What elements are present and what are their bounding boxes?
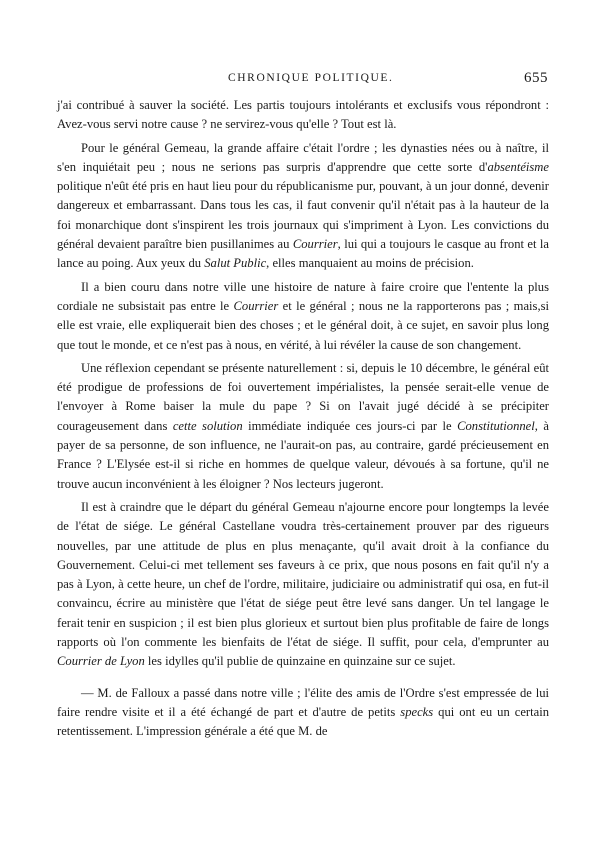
paragraph-reflexion	[57, 359, 549, 494]
newspaper-title: Courrier	[233, 298, 279, 313]
paragraph-general-gemeau	[57, 139, 549, 274]
text-segment: , elles manquaient au moins de précision.	[266, 256, 474, 271]
text-segment: Il a bien couru dans notre ville une histoire de nature à faire croire que l'entente la plus cordiale ne subsistait pas entre le	[57, 279, 549, 313]
paragraph-continuation	[57, 96, 549, 135]
text-segment: Une réflexion cependant se présente naturellement : si, depuis le 10 décembre, le général eût été prodigue de professions de foi ouvertement impérialistes, la pensée serait-elle venue de l'envoyer à Rome baiser la mule du pape ? Si on l'avait jugé décidé à se précipiter courageusement dans	[57, 360, 549, 433]
italic-term: absentéisme	[487, 159, 549, 174]
text-segment: , à payer de sa personne, de son influence, ne l'aurait-on pas, au contraire, gardé précieusement en France ? L'Elysée est-il si riche en hommes de quelque valeur, dévoués à sa fortune, qu'il ne trouve aucun inconvénient à les éloigner ? Nos lecteurs jugeront.	[57, 418, 549, 491]
text-segment: immédiate indiquée ces jours-ci par le	[242, 418, 458, 433]
text-segment: j'ai contribué à sauver la société. Les partis toujours intolérants et exclusifs vous répondront : Avez-vous servi notre cause ? ne servirez-vous qu'elle ? Tout est là.	[57, 98, 549, 132]
italic-phrase: cette solution	[172, 418, 243, 433]
text-segment: , lui qui a toujours le casque au front et la lance au poing. Aux yeux du	[57, 237, 549, 271]
text-segment: politique n'eût été pris en haut lieu pour du républicanisme pur, pouvant, à un jour donné, devenir dangereux et embarrassant. Dans tous les cas, il faut convenir qu'il n'était pas à la hauteur de la foi monarchique dont s'inspirent les trois journaux qui s'impriment à Lyon. Les convictions du général devaient paraître bien pusillanimes au	[57, 179, 549, 252]
text-segment: — M. de Falloux a passé dans notre ville ; l'élite des amis de l'Ordre s'est empressée de lui faire rendre visite et il a été échangé de part et d'autre de petits	[57, 685, 549, 719]
text-segment: qui ont eu un certain retentissement. L'impression générale a été que M. de	[57, 704, 549, 739]
newspaper-title: Constitutionnel	[457, 418, 535, 433]
page-number: 655	[524, 70, 548, 86]
paragraph-falloux	[57, 684, 549, 742]
newspaper-title: Courrier de Lyon	[57, 654, 145, 669]
text-segment: et le général ; nous ne la rapporterons pas ; mais,si elle est vraie, elle expliquerait bien des choses ; et le général doit, à ce sujet, en savoir plus long que tout le monde, et ce n'est pas à nous, en vérité, à lui révéler la cause de son changement.	[57, 298, 549, 352]
running-title: CHRONIQUE POLITIQUE.	[228, 72, 394, 84]
paragraph-histoire	[57, 278, 549, 355]
paragraph-etat-de-siege	[57, 498, 549, 672]
running-header	[0, 72, 600, 92]
newspaper-title: Salut Public	[204, 256, 267, 271]
italic-term: specks	[400, 704, 434, 719]
text-segment: Pour le général Gemeau, la grande affaire c'était l'ordre ; les dynasties nées ou à naître, il s'en inquiétait peu ; nous ne serions pas surpris d'apprendre que cette sorte d'	[57, 140, 549, 174]
body-text	[57, 96, 549, 746]
text-segment: les idylles qu'il publie de quinzaine en quinzaine sur ce sujet.	[144, 654, 456, 669]
text-segment: Il est à craindre que le départ du général Gemeau n'ajourne encore pour longtemps la levée de l'état de siége. Le général Castellane voudra très-certainement prouver par des rigueurs nouvelles, par une attitude de plus en plus menaçante, qu'il avait droit à la confiance du Gouvernement. Celui-ci met tellement ses faveurs à ce prix, que nous posons en fait qu'il n'y a pas à Lyon, à cette heure, un chef de l'ordre, militaire, judiciaire ou administratif qui osa, en fut-il convaincu, écrire au ministère que l'état de siége peut être levé sans danger. Un tel langage le ferait tenir en suspicion ; il est bien plus glorieux et surtout bien plus profitable de faire de longs rapports où l'on commente les bienfaits de l'état de siége. Il suffit, pour cela, d'emprunter au	[57, 499, 549, 650]
newspaper-title: Courrier	[292, 237, 338, 252]
